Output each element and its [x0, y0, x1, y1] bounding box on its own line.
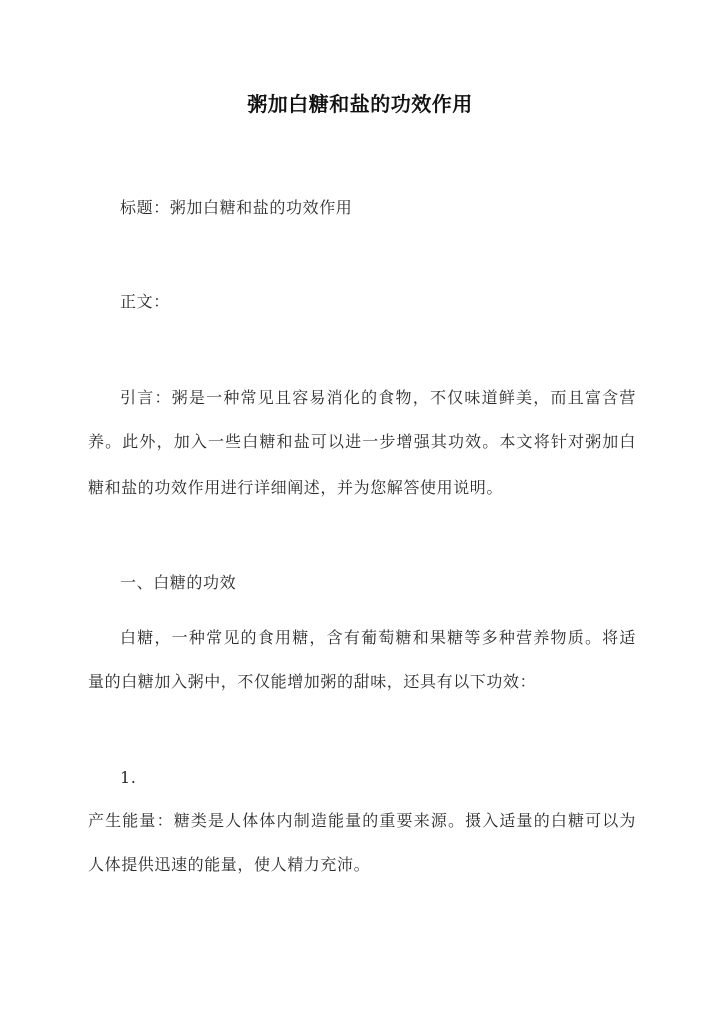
list-item-number: 1. [120, 768, 137, 787]
intro-line-2: 养。此外，加入一些白糖和盐可以进一步增强其功效。本文将针对粥加白 [88, 432, 636, 451]
section-paragraph-line-2: 量的白糖加入粥中，不仅能增加粥的甜味，还具有以下功效： [88, 672, 537, 691]
section-paragraph-line-1: 白糖，一种常见的食用糖，含有葡萄糖和果糖等多种营养物质。将适 [120, 628, 636, 647]
list-item-line-2: 人体提供迅速的能量，使人精力充沛。 [88, 855, 371, 874]
body-label: 正文： [120, 292, 170, 311]
heading-label-line: 标题：粥加白糖和盐的功效作用 [120, 198, 353, 217]
list-item-line-1: 产生能量：糖类是人体体内制造能量的重要来源。摄入适量的白糖可以为 [88, 811, 636, 830]
intro-line-3: 糖和盐的功效作用进行详细阐述，并为您解答使用说明。 [88, 478, 504, 497]
document-title: 粥加白糖和盐的功效作用 [247, 92, 473, 116]
intro-line-1: 引言：粥是一种常见且容易消化的食物，不仅味道鲜美，而且富含营 [120, 388, 636, 407]
section-heading: 一、白糖的功效 [120, 573, 237, 592]
